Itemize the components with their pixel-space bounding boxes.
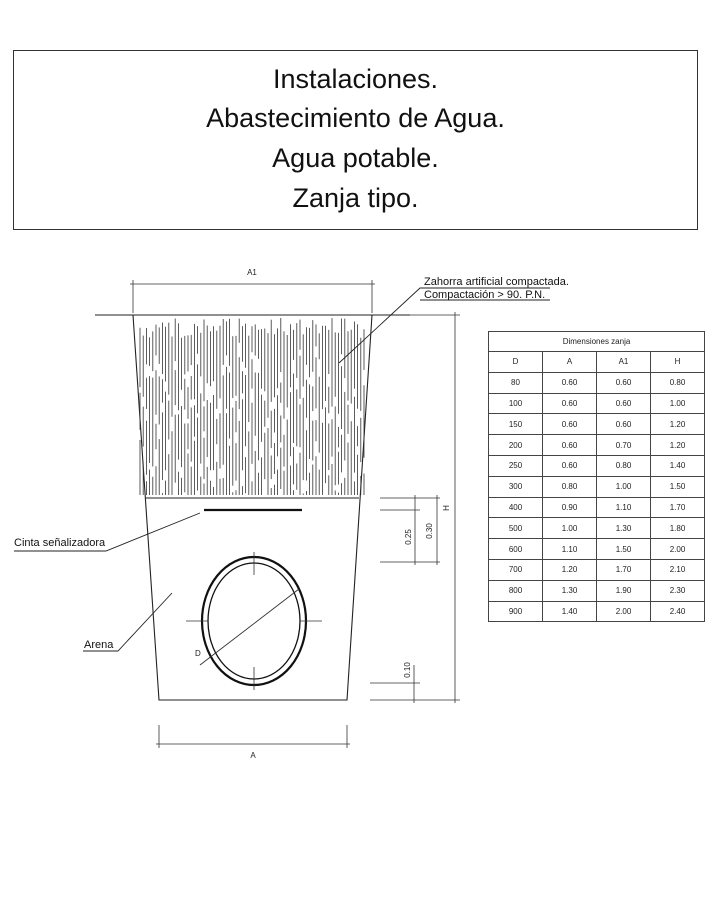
table-cell: 2.40 (651, 601, 705, 622)
table-header-cell: A (543, 352, 597, 373)
dim-bottom-width-label: A (250, 751, 256, 760)
table-cell: 2.00 (651, 539, 705, 560)
table-cell: 0.60 (543, 414, 597, 435)
table-cell: 0.90 (543, 497, 597, 518)
table-cell: 0.60 (597, 414, 651, 435)
table-cell: 1.20 (651, 414, 705, 435)
table-cell: 2.30 (651, 580, 705, 601)
table-cell: 600 (489, 539, 543, 560)
table-cell: 1.90 (597, 580, 651, 601)
table-cell: 1.10 (597, 497, 651, 518)
table-cell: 1.70 (597, 559, 651, 580)
table-cell: 700 (489, 559, 543, 580)
table-cell: 250 (489, 455, 543, 476)
table-cell: 0.60 (543, 393, 597, 414)
table-row (489, 455, 705, 476)
table-cell: 150 (489, 414, 543, 435)
title-line-2: Abastecimiento de Agua. (206, 103, 505, 133)
dim-top-width-label: A1 (247, 268, 257, 277)
table-cell: 0.60 (597, 393, 651, 414)
table-caption: Dimensiones zanja (489, 332, 705, 352)
table-cell: 80 (489, 372, 543, 393)
table-cell: 1.30 (543, 580, 597, 601)
table-cell: 0.60 (543, 372, 597, 393)
table-cell: 0.60 (543, 435, 597, 456)
table-cell: 1.80 (651, 518, 705, 539)
title-line-4: Zanja tipo. (292, 183, 419, 213)
table-header-row (489, 352, 705, 373)
title-line-3: Agua potable. (272, 143, 439, 173)
table-cell: 2.00 (597, 601, 651, 622)
table-header-cell: H (651, 352, 705, 373)
table-row (489, 559, 705, 580)
title-line-1: Instalaciones. (272, 64, 439, 94)
backfill-hatch (140, 318, 364, 495)
warning-tape-label: Cinta señalizadora (14, 537, 106, 549)
table-row (489, 393, 705, 414)
table-cell: 400 (489, 497, 543, 518)
table-cell: 1.20 (543, 559, 597, 580)
table-cell: 0.80 (597, 455, 651, 476)
table-header-cell: A1 (597, 352, 651, 373)
table-cell: 300 (489, 476, 543, 497)
fill-material-label: Zahorra artificial compactada. (424, 276, 569, 288)
table-cell: 1.10 (543, 539, 597, 560)
table-cell: 0.60 (543, 455, 597, 476)
dimensions-table (488, 331, 705, 622)
table-row (489, 601, 705, 622)
table-cell: 1.00 (543, 518, 597, 539)
table-cell: 0.70 (597, 435, 651, 456)
table-row (489, 414, 705, 435)
dim-025-label: 0.25 (404, 529, 413, 545)
table-row (489, 476, 705, 497)
table-row (489, 518, 705, 539)
pipe (186, 552, 322, 690)
pipe-diameter-label: D (195, 649, 201, 658)
dim-height-label: H (442, 505, 451, 511)
table-row (489, 539, 705, 560)
table-row (489, 497, 705, 518)
dim-030-label: 0.30 (425, 523, 434, 539)
table-cell: 800 (489, 580, 543, 601)
table-row (489, 372, 705, 393)
table-cell: 0.80 (543, 476, 597, 497)
table-cell: 1.50 (651, 476, 705, 497)
table-cell: 0.80 (651, 372, 705, 393)
table-cell: 900 (489, 601, 543, 622)
table-cell: 1.50 (597, 539, 651, 560)
table-cell: 1.00 (597, 476, 651, 497)
table-header-cell: D (489, 352, 543, 373)
table-cell: 0.60 (597, 372, 651, 393)
dim-010-label: 0.10 (403, 662, 412, 678)
table-cell: 100 (489, 393, 543, 414)
table-cell: 1.40 (543, 601, 597, 622)
table-cell: 1.30 (597, 518, 651, 539)
table-row (489, 435, 705, 456)
sand-label: Arena (84, 639, 114, 651)
compaction-label: Compactación > 90. P.N. (424, 289, 546, 301)
table-row (489, 580, 705, 601)
table-cell: 1.00 (651, 393, 705, 414)
table-cell: 1.70 (651, 497, 705, 518)
table-cell: 1.20 (651, 435, 705, 456)
table-cell: 1.40 (651, 455, 705, 476)
table-cell: 500 (489, 518, 543, 539)
diameter-line (200, 589, 299, 665)
table-cell: 2.10 (651, 559, 705, 580)
table-cell: 200 (489, 435, 543, 456)
